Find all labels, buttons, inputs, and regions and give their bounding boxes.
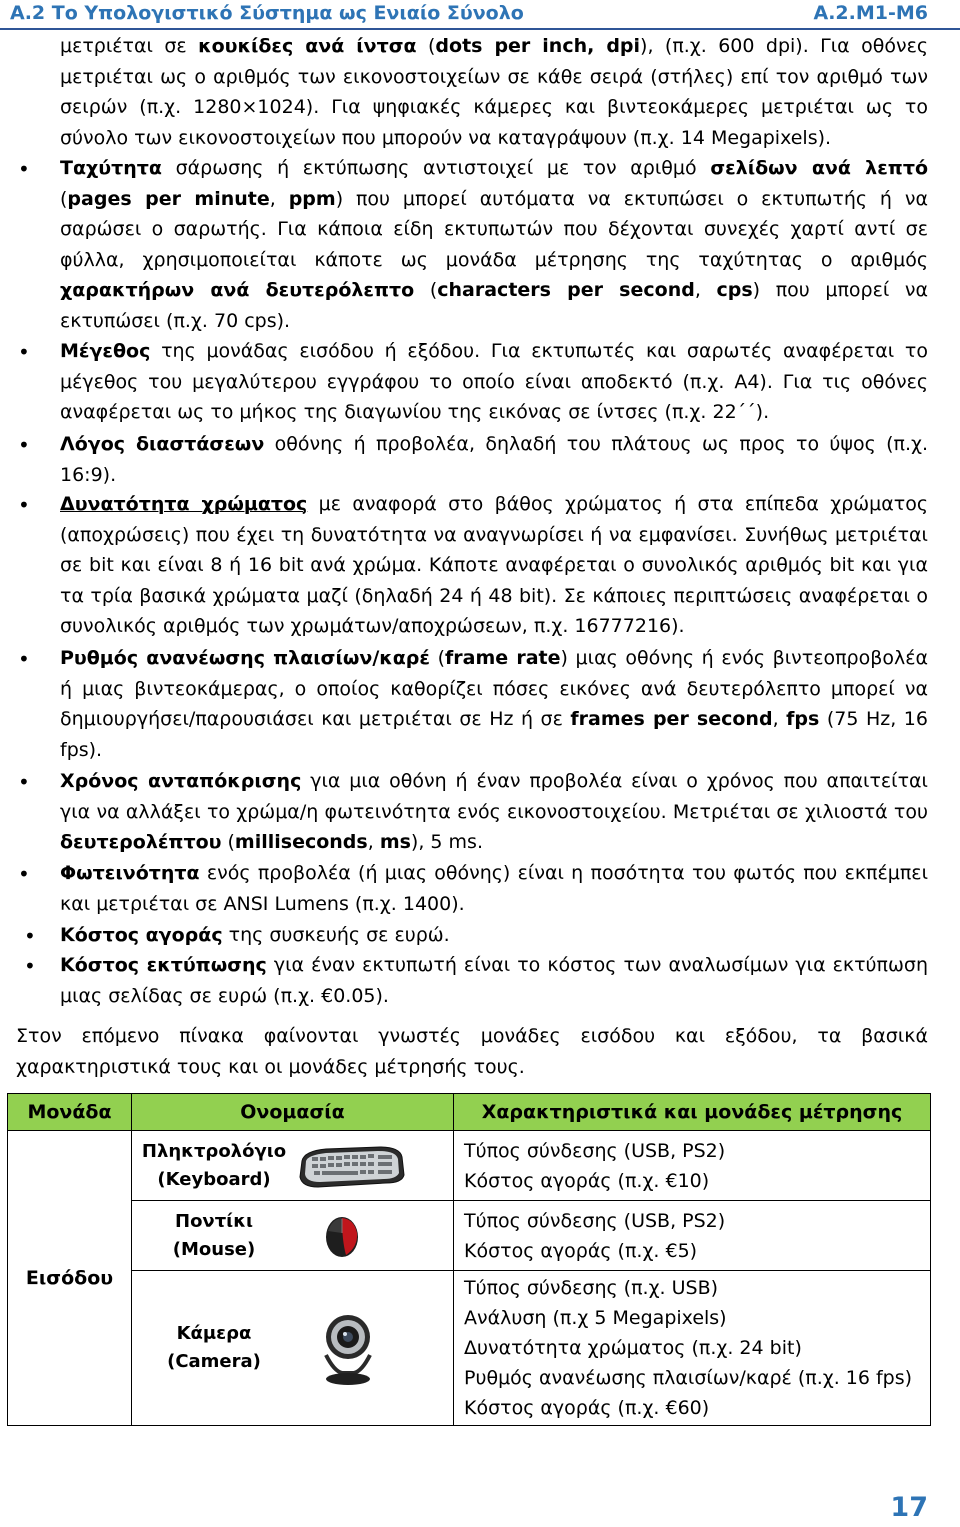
bullet-dot: • [18,770,30,794]
bullet-brightness: • Φωτεινότητα ενός προβολέα (ή μιας οθόνης) είναι η ποσότητα του φωτός που εκπέμπει και μετριέται σε ANSI Lumens (π.χ. 1400). [18,862,928,915]
device-name: Ποντίκι [175,1210,253,1232]
table-intro-paragraph: Στον επόμενο πίνακα φαίνονται γνωστές μονάδες εισόδου και εξόδου, τα βασικά χαρακτηριστικά τους και οι μονάδες μέτρησής τους. [16,1025,928,1078]
webcam-icon [296,1303,408,1393]
characteristic: Κόστος αγοράς (π.χ. €60) [464,1397,710,1419]
header-characteristics: Χαρακτηριστικά και μονάδες μέτρησης [454,1094,931,1131]
bullet-dot: • [18,433,30,457]
bullet-printing-cost: • Κόστος εκτύπωσης για έναν εκτυπωτή είναι το κόστος των αναλωσίμων για εκτύπωση μιας σελίδας σε ευρώ (π.χ. €0.05). [24,954,928,1007]
table-row [8,1201,931,1271]
io-devices-table [7,1093,931,1426]
intro-paragraph: μετριέται σε κουκίδες ανά ίντσα (dots per inch, dpi), (π.χ. 600 dpi). Για οθόνες μετριέται ως ο αριθμός των εικονοστοιχείων σε κάθε σειρά (στήλες) επί τον αριθμό των σειρών (π.χ. 1280×1024). Για ψηφιακές κάμερες και βιντεοκάμερες μετριέται ως το σύνολο των εικονοστοιχείων που μπορούν να καταγράψουν (π.χ. 14 Megapixels). [60,35,929,149]
keyboard-icon [296,1141,408,1191]
bullet-color-capability: • Δυνατότητα χρώματος με αναφορά στο βάθος χρώματος ή στα επίπεδα χρώματος (αποχρώσεις) που έχει τη δυνατότητα να αναγνωρίσει ή να εμφανίσει. Συνήθως μετριέται σε bit και είναι 8 ή 16 bit ανά χρώμα. Κάποτε αναφέρεται ο συνολικός αριθμός bit και για τα τρία βασικά χρώματα μαζί (δηλαδή 24 ή 48 bit). Σε κάποιες περιπτώσεις αναφέρεται ο συνολικός αριθμός των χρωμάτων/αποχρώσεων, π.χ. 16777216). [18,493,928,638]
characteristics-camera [454,1271,931,1426]
page-header [0,0,960,30]
device-keyboard [132,1131,454,1201]
bullet-dot: • [18,493,30,517]
header-code: Α.2.Μ1-Μ6 [813,2,928,24]
bullet-frame-rate: • Ρυθμός ανανέωσης πλαισίων/καρέ (frame rate) μιας οθόνης ή ενός βιντεοπροβολέα ή μιας βιντεοκάμερας, ο οποίος καθορίζει πόσες εικόνες ανά δευτερόλεπτο μπορεί να δημιουργήσει/παρουσιάσει και μετριέται σε Hz ή σε frames per second, fps (75 Hz, 16 fps). [18,647,929,761]
device-camera [132,1271,454,1426]
header-unit: Μονάδα [8,1094,132,1131]
characteristic: Κόστος αγοράς (π.χ. €10) [464,1169,710,1192]
device-name: Κάμερα [176,1323,252,1344]
bullet-dot: • [18,862,30,886]
mouse-icon [296,1211,408,1261]
bullet-dot: • [18,647,30,671]
device-name-en: (Camera) [167,1351,261,1372]
device-name: Πληκτρολόγιο [141,1140,287,1162]
device-name-en: (Mouse) [172,1238,256,1260]
device-mouse [132,1201,454,1271]
bullet-aspect-ratio: • Λόγος διαστάσεων οθόνης ή προβολέα, δηλαδή του πλάτους ως προς το ύψος (π.χ. 16:9). [18,433,928,486]
bullet-dot: • [18,340,30,364]
characteristic: Τύπος σύνδεσης (π.χ. USB) [464,1277,719,1299]
device-name-en: (Keyboard) [157,1168,271,1190]
header-name: Ονομασία [132,1094,454,1131]
table-row [8,1131,931,1201]
bullet-size: • Μέγεθος της μονάδας εισόδου ή εξόδου. Για εκτυπωτές και σαρωτές αναφέρεται το μέγεθος του μεγαλύτερου εγγράφου το οποίο είναι αποδεκτό (π.χ. Α4). Για τις οθόνες αναφέρεται ως το μήκος της διαγωνίου της εικόνας σε ίντσες (π.χ. 22΄΄). [18,340,928,424]
characteristic: Ρυθμός ανανέωσης πλαισίων/καρέ (π.χ. 16 fps) [464,1367,913,1389]
bullet-dot: • [24,924,36,948]
characteristic: Κόστος αγοράς (π.χ. €5) [464,1239,698,1262]
bullet-response-time: • Χρόνος ανταπόκρισης για μια οθόνη ή έναν προβολέα είναι ο χρόνος που απαιτείται για να αλλάξει το χρώμα/η φωτεινότητα ενός εικονοστοιχείου. Μετριέται σε χιλιοστά του δευτερολέπτου (milliseconds, ms), 5 ms. [18,770,928,854]
table-row [8,1271,931,1426]
bullet-dot: • [24,954,36,978]
bullet-speed: • Ταχύτητα σάρωσης ή εκτύπωσης αντιστοιχεί με τον αριθμό σελίδων ανά λεπτό (pages per minute, ppm) που μπορεί αυτόματα να εκτυπώσει ο εκτυπωτής ή να σαρώσει ο σαρωτής. Για κάποια είδη εκτυπωτών που δέχονται συνεχές χαρτί αντί σε φύλλα, χρησιμοποιείται κάποτε ως μονάδα μέτρησης της ταχύτητας ο αριθμός χαρακτήρων ανά δευτερόλεπτο (characters per second, cps) που μπορεί να εκτυπώσει (π.χ. 70 cps). [18,157,929,332]
characteristic: Δυνατότητα χρώματος (π.χ. 24 bit) [464,1337,802,1359]
characteristic: Ανάλυση (π.χ 5 Megapixels) [464,1307,727,1329]
bullet-purchase-cost: • Κόστος αγοράς της συσκευής σε ευρώ. [24,924,450,948]
table-header-row [8,1094,931,1131]
page-number: 17 [890,1492,928,1523]
characteristic: Τύπος σύνδεσης (USB, PS2) [464,1139,726,1162]
characteristics-keyboard [454,1131,931,1201]
characteristic: Τύπος σύνδεσης (USB, PS2) [464,1209,726,1232]
header-title: Α.2 Το Υπολογιστικό Σύστημα ως Ενιαίο Σύνολο [10,2,524,24]
characteristics-mouse [454,1201,931,1271]
category-input: Εισόδου [8,1131,132,1426]
bullet-dot: • [18,157,30,181]
